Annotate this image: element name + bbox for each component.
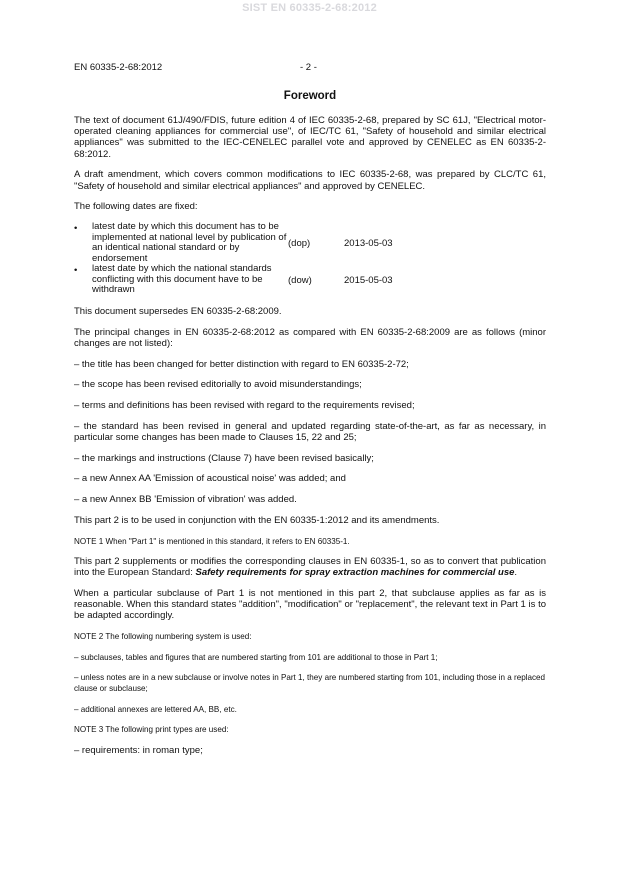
note: NOTE 3 The following print types are used: (74, 725, 229, 735)
note-item: – requirements: in roman type; (74, 744, 203, 756)
change-item: – the title has been changed for better distinction with regard to EN 60335-2-72; (74, 358, 409, 370)
watermark-text: SIST EN 60335-2-68:2012 (242, 2, 377, 14)
note-item: – unless notes are in a new subclause or involve notes in Part 1, they are numbered starting from 101, including those in a replaced clause or subclause; (74, 673, 546, 694)
paragraph: The text of document 61J/490/FDIS, future edition 4 of IEC 60335-2-68, prepared by SC 61J, "Electrical motor-operated cleaning appliances for commercial use", of IEC/TC 61, "Safety of household and similar electrical appliances" was submitted to the IEC-CENELEC parallel vote and approved by CENELEC as EN 60335-2-68:2012. (74, 115, 546, 160)
page-number: - 2 - (300, 62, 317, 73)
paragraph: The following dates are fixed: (74, 201, 198, 213)
change-item: – terms and definitions has been revised with regard to the requirements revised; (74, 400, 415, 412)
standard-title: Safety requirements for spray extraction machines for commercial use (195, 567, 515, 579)
section-title: Foreword (283, 90, 337, 102)
paragraph-end: . (514, 567, 518, 579)
note: NOTE 2 The following numbering system is used: (74, 632, 252, 642)
paragraph: A draft amendment, which covers common modifications to IEC 60335-2-68, was prepared by CLC/TC 61, "Safety of household and similar electrical appliances" and approved by CENELEC. (74, 169, 546, 192)
paragraph: The principal changes in EN 60335-2-68:2012 as compared with EN 60335-2-68:2009 are as follows (minor changes are not listed): (74, 326, 546, 349)
note: NOTE 1 When "Part 1" is mentioned in this standard, it refers to EN 60335-1. (74, 536, 350, 546)
change-item: – the standard has been revised in general and updated regarding state-of-the-art, as far as necessary, in particular some changes has been made to Clauses 15, 22 and 25; (74, 420, 546, 443)
date-abbreviation: (dop) (288, 237, 311, 249)
date-abbreviation: (dow) (288, 274, 312, 286)
paragraph (74, 556, 546, 578)
bullet-icon: • (74, 222, 78, 234)
date-value: 2015-05-03 (344, 274, 393, 286)
date-description: latest date by which this document has to be implemented at national level by publication of an identical national standard or by endorsement (92, 220, 287, 264)
paragraph: This part 2 is to be used in conjunction with the EN 60335-1:2012 and its amendments. (74, 514, 440, 526)
paragraph: When a particular subclause of Part 1 is not mentioned in this part 2, that subclause applies as far as is reasonable. When this standard states "addition", "modification" or "replacement", the relevant text in Part 1 is to be adapted accordingly. (74, 587, 546, 622)
change-item: – a new Annex BB 'Emission of vibration' was added. (74, 494, 297, 506)
paragraph: This document supersedes EN 60335-2-68:2009. (74, 306, 282, 318)
change-item: – a new Annex AA 'Emission of acoustical noise' was added; and (74, 473, 346, 485)
bullet-icon: • (74, 265, 78, 277)
change-item: – the scope has been revised editorially to avoid misunderstandings; (74, 379, 362, 391)
list-item (74, 264, 546, 296)
list-item (74, 222, 546, 264)
date-value: 2013-05-03 (344, 237, 393, 249)
dates-list (74, 222, 546, 296)
paragraph-text: This part 2 supplements or modifies the corresponding clauses in EN 60335-1, so as to convert that publication into the European Standard: (74, 556, 546, 579)
note-item: – additional annexes are lettered AA, BB, etc. (74, 704, 237, 714)
note-item: – subclauses, tables and figures that are numbered starting from 101 are additional to those in Part 1; (74, 652, 438, 662)
foreword-body (74, 115, 546, 765)
date-description: latest date by which the national standards conflicting with this document have to be withdrawn (92, 263, 272, 296)
document-id: EN 60335-2-68:2012 (74, 62, 163, 73)
change-item: – the markings and instructions (Clause 7) have been revised basically; (74, 452, 374, 464)
